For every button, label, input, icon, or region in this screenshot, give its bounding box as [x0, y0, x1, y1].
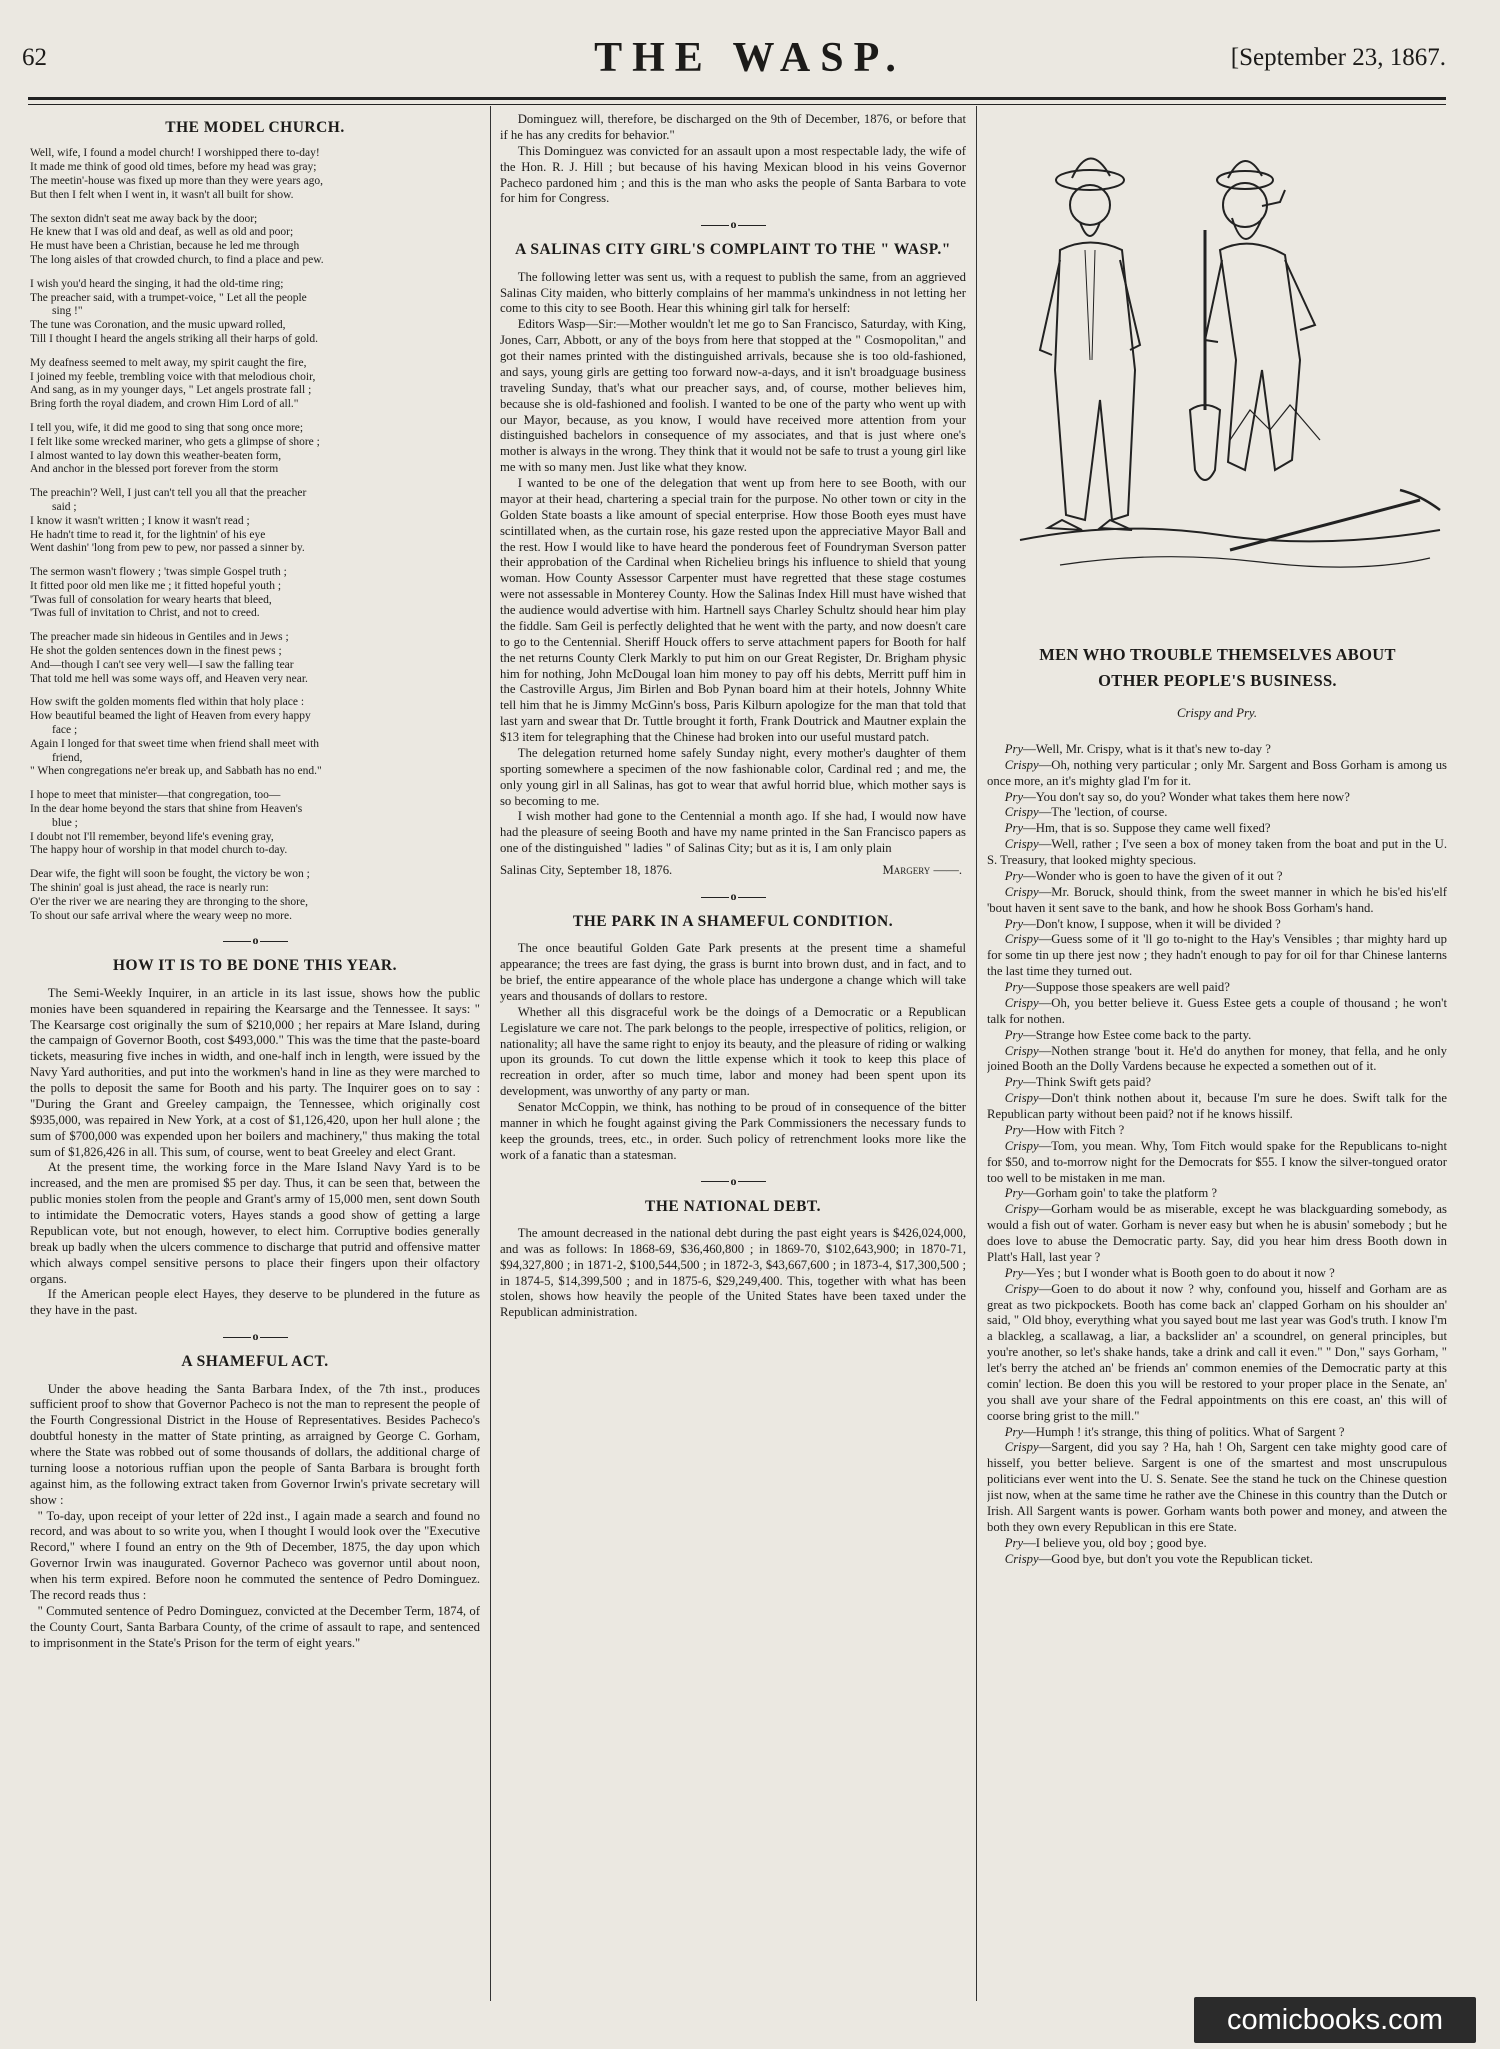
- article-quote: " To-day, upon receipt of your letter of 22d inst., I again made a search and found no record, and was about to so write you, when I thought I would look over the "Executive Record," where I found an entry on the 9th of December, 1875, the day upon which Governor Irwin was inaugurated. Governor Pacheco was governor until about noon, when his term expired. Before noon he commuted the sentence of Pedro Dominguez. The record reads thus :: [30, 1508, 480, 1602]
- poem-line: I joined my feeble, trembling voice with that melodious choir,: [30, 370, 316, 383]
- poem-line: The sermon wasn't flowery ; 'twas simple Gospel truth ;: [30, 566, 287, 579]
- poem-stanza: [30, 357, 480, 412]
- dialogue-text: —Well, Mr. Crispy, what is it that's new to-day ?: [1023, 741, 1271, 756]
- speaker-name: Crispy: [1004, 1202, 1039, 1217]
- dialogue-text: —Don't think nothen about it, because I'm sure he does. Swift talk for the Republican party without been paid? not if he knows hissilf.: [987, 1091, 1447, 1121]
- speaker-name: Pry: [1004, 1122, 1024, 1137]
- dialogue-text: —I believe you, old boy ; good bye.: [1023, 1535, 1207, 1550]
- poem-line: To shout our safe arrival where the weary weep no more.: [30, 909, 292, 922]
- dialogue-line: [987, 996, 1447, 1028]
- dialogue-text: —Mr. Boruck, should think, from the sweet manner in which he bis'ed his'elf 'bout haven it sent save to the bank, and how he shook Boss Gorham's hand.: [987, 884, 1447, 915]
- dialogue-text: —Good bye, but don't you vote the Republican ticket.: [1038, 1551, 1313, 1566]
- poem-line: And anchor in the blessed port forever from the storm: [30, 463, 279, 476]
- article-paragraph: The following letter was sent us, with a request to publish the same, from an aggrieved Salinas City maiden, who bitterly complains of her mamma's unkindness in not letting her come to this city to see Booth. Hear this whining girl talk for herself:: [500, 269, 966, 316]
- caption-line: MEN WHO TROUBLE THEMSELVES ABOUT: [1039, 645, 1396, 664]
- poem-line: Bring forth the royal diadem, and crown Him Lord of all.": [30, 398, 299, 411]
- poem-stanza: [30, 566, 480, 621]
- poem-stanza: [30, 213, 480, 268]
- poem-line: Dear wife, the fight will soon be fought, the victory be won ;: [30, 868, 310, 881]
- section-separator: o: [500, 1174, 966, 1189]
- dialogue-line: [987, 1536, 1447, 1552]
- masthead-rule-thin: [28, 104, 1446, 105]
- dialogue-text: —Strange how Estee come back to the party.: [1023, 1027, 1252, 1042]
- speaker-name: Crispy: [1004, 1043, 1039, 1058]
- article-paragraph: Editors Wasp—Sir:—Mother wouldn't let me go to San Francisco, Saturday, with King, Jones, Carr, Abbott, or any of the boys from here that stopped at the " Cosmopolitan," and got their names printed with the distinguished arrivals, because she is too old-fashioned, and says, young girls are getting too forward now-a-days, and it isn't broadguage business traveling Sunday, that's what our preacher says, and, of course, mother believes him, because she is old-fashioned and foolish. I wanted to be one of the party who went up with our Mayor, because, as you know, I would have received more attention from your distinguished bachelors in consequence of my associates, and that is just where one's mother is always in the wrong. They think that it would not be safe to trust a young girl like me with so many men. Just like what they know.: [500, 317, 966, 475]
- poem-line: 'Twas full of invitation to Christ, and not to creed.: [30, 607, 260, 620]
- heading-model-church: THE MODEL CHURCH.: [165, 119, 345, 136]
- poem-stanza: [30, 696, 480, 779]
- poem-line: face ;: [52, 724, 78, 737]
- figure-crispy: [1040, 158, 1140, 530]
- article-paragraph: The amount decreased in the national debt during the past eight years is $426,024,000, and was as follows: In 1868-69, $36,460,800 ; in 1869-70, $102,643,900; in 1870-71, $94,327,800 ; in 1871-2, $100,544,500 ; in 1872-3, $43,667,600 ; in 1873-4, $17,300,500 ; in 1874-5, $14,399,500 ; and in 1875-6, $29,249,400. This, together with what has been stolen, shows how heavily the people of the United States have been taxed under the Republican administration.: [500, 1225, 966, 1320]
- dialogue-line: [987, 1282, 1447, 1425]
- speaker-name: Crispy: [1004, 805, 1039, 820]
- dialogue-line: [987, 1028, 1447, 1044]
- poem-line: I tell you, wife, it did me good to sing that song once more;: [30, 421, 304, 434]
- cartoon-illustration: [1000, 110, 1450, 600]
- poem-line: I felt like some wrecked mariner, who gets a glimpse of shore ;: [30, 435, 320, 448]
- dialogue-text: —Goen to do about it now ? why, confound you, hisself and Gorham are as great as two pickpockets. Booth has come back an' clapped Gorham on his shoulder an' said, " Old bhoy, everything what you sayed bout me last year was God's truth. I know I'm a blackleg, a scallawag, a liar, a backslider an' a scoundrel, on general principles, but you're another, so let's shake hands, take a drink and call it even." " Don," says Gorham, " let's berry the atched an' be friends an' common enemies of the Democratic party at this comin' lection. Be doen this you will be restored to your proper place in the Senate, an' you shall ave your share of the Fedral appointments on this ere coast, an' this will of coorse bring grist to the mill.": [987, 1281, 1447, 1423]
- poem-line: The long aisles of that crowded church, to find a place and pew.: [30, 253, 324, 266]
- poem-line: blue ;: [52, 816, 78, 829]
- poem-line: Again I longed for that sweet time when friend shall meet with: [30, 737, 320, 750]
- dialogue-line: [987, 917, 1447, 933]
- poem-line: He shot the golden sentences down in the finest pews ;: [30, 645, 282, 658]
- poem-stanza: [30, 422, 480, 477]
- poem-line: But then I felt when I went in, it wasn't all built for show.: [30, 188, 294, 201]
- dialogue-text: —Hm, that is so. Suppose they came well fixed?: [1023, 821, 1271, 836]
- letter-place-date: Salinas City, September 18, 1876.: [500, 863, 673, 877]
- article-paragraph: The delegation returned home safely Sunday night, every mother's daughter of them sporting somewhere a specimen of the now fashionable color, Cardinal red ; and me, the only young girl in all Salinas, has got to wear that awful horrid blue, which mother says is so becoming to me.: [500, 745, 966, 808]
- heading-shameful-act: A SHAMEFUL ACT.: [181, 1353, 329, 1371]
- masthead-rule-thick: [28, 97, 1446, 100]
- column-left: [30, 112, 480, 1651]
- dialogue-text: —How with Fitch ?: [1023, 1122, 1125, 1137]
- letter-signature-line: [500, 863, 966, 879]
- article-paragraph: If the American people elect Hayes, they deserve to be plundered in the future as they have in the past.: [30, 1287, 480, 1318]
- speaker-name: Pry: [1004, 1535, 1024, 1550]
- letter-signature: Margery ——.: [882, 863, 962, 877]
- dialogue-text: —Gorham goin' to take the platform ?: [1023, 1186, 1218, 1201]
- poem-line: O'er the river we are nearing they are thronging to the shore,: [30, 895, 308, 908]
- dialogue-line: [987, 821, 1447, 837]
- masthead: [0, 0, 1500, 104]
- article-paragraph: Whether all this disgraceful work be the doings of a Democratic or a Republican Legislature we care not. The park belongs to the people, irrespective of politics, religion, or nationality; all have the same right to enjoy its beauty, and the pleasure of riding or walking upon its grounds. To cut down the little expense which it took to keep this place of recreation in order, after so much time, labor and money had been spent upon its development, was unworthy of any party or man.: [500, 1004, 966, 1099]
- poem-line: Till I thought I heard the angels striking all their harps of gold.: [30, 332, 318, 345]
- poem-stanza: [30, 868, 480, 923]
- dialogue-line: [987, 885, 1447, 917]
- poem-line: I hope to meet that minister—that congregation, too—: [30, 789, 281, 802]
- poem-stanza: [30, 487, 480, 556]
- dialogue-line: [987, 837, 1447, 869]
- dialogue-text: —Tom, you mean. Why, Tom Fitch would spake for the Republicans to-night for $50, and to-morrow night for the Democrats for $55. I know the silver-tongued orator too well to be mistaken in me man.: [987, 1138, 1447, 1185]
- section-separator: o: [500, 217, 966, 232]
- poem-line: How swift the golden moments fled within that holy place :: [30, 696, 305, 709]
- dialogue-text: —Yes ; but I wonder what is Booth goen to do about it now ?: [1023, 1265, 1335, 1280]
- poem-line: I wish you'd heard the singing, it had the old-time ring;: [30, 277, 284, 290]
- caption-line: OTHER PEOPLE'S BUSINESS.: [1098, 670, 1337, 690]
- poem-line: The shinin' goal is just ahead, the race is nearly run:: [30, 882, 269, 895]
- issue-date: [September 23, 1867.: [1230, 44, 1446, 71]
- page-number: 62: [22, 44, 47, 71]
- dialogue-text: —Guess some of it 'll go to-night to the Hay's Vensibles ; thar mighty hard up for some tin up there jest now ; they hadn't enough to pay for oil for thar Chinese lanterns the last time they turned out.: [987, 932, 1447, 979]
- dialogue-line: [987, 1186, 1447, 1202]
- section-separator: o: [30, 933, 480, 948]
- article-paragraph: I wanted to be one of the delegation that went up from here to see Booth, with our mayor at their head, chartering a special train for the purpose. No other town or city in the Golden State boasts a like amount of special enterprise. How those Booth eyes must have scintillated when, as the curtain rose, his gaze rested upon the appreciative Mayor Ball and the rest. How I would like to have heard the ponderous feet of Foundryman Sverson patter their approbation of the Cardinal when Richelieu brings his influence to shield that young woman. How County Assessor Carpenter must have regretted that these stage costumes were not assessable in Monterey County. How the Salinas Index Hill must have wished that the audience would advertise with him. Hartnell says Charley Schultz should hear him play the fiddle. Sam Geil is perfectly delighted that he went with the party, and now doesn't care to go to the Centennial. Sheriff Houck offers to serve attachment papers for Booth for half the net returns County Clerk Markly to put him on our Great Register, Dr. Brigham physic him for nothing, John McDougal loan him money to pay off his debts, Merritt puff him in the Castroville Argus, Jim Birlen and Bob Pynan board him at their hotels, Johnny White tell him that he is Jimmy McGinn's boss, Paris Kilburn apologize for the man that told that last yarn and swear that Dr. Tuttle brought it forth, Frank Doutrick and Mautner explain the $13 item for telegraphing that the Chinese had broken into our useful mustard patch.: [500, 476, 966, 744]
- poem-stanza: [30, 789, 480, 858]
- caption-spacer: [987, 630, 1447, 694]
- dialogue-line: [987, 1123, 1447, 1139]
- poem-line: The meetin'-house was fixed up more than they were years ago,: [30, 174, 323, 187]
- dialogue: [987, 742, 1447, 1568]
- heading-national-debt: THE NATIONAL DEBT.: [645, 1197, 821, 1215]
- poem-line: In the dear home beyond the stars that shine from Heaven's: [30, 803, 303, 816]
- speaker-name: Crispy: [1004, 1440, 1039, 1455]
- dialogue-text: —Nothen strange 'bout it. He'd do anythen for money, that fella, and he only joined Booth an the Dolly Vardens because he expected a somethen out of it.: [987, 1043, 1447, 1074]
- speaker-name: Pry: [1004, 868, 1024, 883]
- dialogue-text: —Oh, you better believe it. Guess Estee gets a couple of thousand ; he won't talk for nothen.: [987, 995, 1447, 1026]
- poem-line: He hadn't time to read it, for the lightnin' of his eye: [30, 528, 266, 541]
- dialogue-line: [987, 1139, 1447, 1187]
- article-paragraph: This Dominguez was convicted for an assault upon a most respectable lady, the wife of the Hon. R. J. Hill ; but because of his having Mexican blood in his veins Governor Pacheco pardoned him ; and this is the man who asks the people of Santa Barbara to vote for him for Congress.: [500, 143, 966, 206]
- poem-line: And sang, as in my younger days, " Let angels prostrate fall ;: [30, 384, 312, 397]
- article-paragraph: The Semi-Weekly Inquirer, in an article in its last issue, shows how the public monies have been squandered in repairing the Kearsarge and the Tennessee. It says: " The Kearsarge cost originally the sum of $210,000 ; her repairs at Mare Island, during the campaign of Governor Booth, cost $493,000." This was the time that the paste-board tickets, measuring five inches in width, and one-half inch in length, were issued by the Navy Yard authorities, and put into the workmen's hand in line as they were marched to the polls to deposit the same for Booth and his party. The Inquirer goes on to say : "During the Grant and Greeley campaign, the Tennessee, which originally cost $935,000, was repaired in New York, at a cost of $1,126,420, upon her hull alone ; the sum of $700,000 was expended upon her boilers and machinery," thus making the total sum of $1,826,426 in all. This sum, of course, went to beat Greeley and elect Grant.: [30, 985, 480, 1159]
- site-watermark: comicbooks.com: [1194, 1997, 1476, 2043]
- dialogue-text: —Think Swift gets paid?: [1023, 1075, 1152, 1090]
- poem-line: That told me hell was some ways off, and Heaven very near.: [30, 672, 308, 685]
- poem-line: Well, wife, I found a model church! I worshipped there to-day!: [30, 147, 320, 160]
- speaker-name: Pry: [1004, 980, 1024, 994]
- pickaxe-icon: [1230, 500, 1420, 550]
- heading-salinas: A SALINAS CITY GIRL'S COMPLAINT TO THE " WASP.": [515, 241, 951, 259]
- dialogue-text: —Don't know, I suppose, when it will be divided ?: [1023, 916, 1281, 931]
- poem-line: The happy hour of worship in that model church to-day.: [30, 844, 288, 857]
- speaker-name: Crispy: [1004, 837, 1039, 852]
- speaker-name: Pry: [1004, 1186, 1024, 1201]
- dialogue-text: —Wonder who is goen to have the given of it out ?: [1023, 868, 1283, 883]
- dialogue-line: [987, 805, 1447, 821]
- speaker-name: Pry: [1004, 916, 1024, 931]
- poem-line: He knew that I was old and deaf, as well as old and poor;: [30, 226, 294, 239]
- poem-line: The sexton didn't seat me away back by the door;: [30, 212, 258, 225]
- dialogue-line: [987, 1044, 1447, 1076]
- newspaper-title: THE WASP.: [594, 35, 906, 81]
- speaker-name: Crispy: [1004, 932, 1039, 947]
- speaker-name: Crispy: [1004, 757, 1039, 772]
- dialogue-text: —Well, rather ; I've seen a box of money taken from the boat and put in the U. S. Treasury, that looked mighty specious.: [987, 837, 1447, 867]
- speaker-name: Crispy: [1004, 1138, 1039, 1153]
- article-paragraph: Under the above heading the Santa Barbara Index, of the 7th inst., produces sufficient proof to show that Governor Pacheco is not the man to represent the people of the Fourth Congressional District in the House of Representatives. Besides Pacheco's doubtful honesty in the matter of State printing, as arraigned by George C. Gorham, where the State was robbed out of some thousands of dollars, the additional charge of turning loose a notorious ruffian upon the people of Santa Barbara is brought forth against him, as the following extract taken from Governor Irwin's private secretary will show :: [30, 1381, 480, 1507]
- poem-line: Went dashin' 'long from pew to pew, nor passed a sinner by.: [30, 542, 305, 555]
- dialogue-line: [987, 758, 1447, 790]
- column-middle: [500, 112, 966, 1321]
- section-separator: o: [30, 1329, 480, 1344]
- column-divider: [976, 106, 977, 2001]
- section-separator: o: [500, 889, 966, 904]
- article-quote: " Commuted sentence of Pedro Dominguez, convicted at the December Term, 1874, of the County Court, Santa Barbara County, of the crime of assault to rape, and sentenced to imprisonment in the State's Prison for the term of eight years.": [30, 1603, 480, 1650]
- cartoon-subtitle: Crispy and Pry.: [1176, 706, 1257, 720]
- article-paragraph: I wish mother had gone to the Centennial a month ago. If she had, I would now have had the pleasure of seeing Booth and have my name printed in the San Francisco papers as one of the distinguished " ladies " of Salinas City; but as it is, I am only plain: [500, 809, 966, 856]
- heading-park: THE PARK IN A SHAMEFUL CONDITION.: [572, 912, 894, 930]
- dialogue-line: [987, 1266, 1447, 1282]
- dialogue-line: [987, 869, 1447, 885]
- poem-line: I doubt not I'll remember, beyond life's evening gray,: [30, 830, 274, 843]
- figure-pry: [1205, 161, 1315, 470]
- poem-stanza: [30, 278, 480, 347]
- speaker-name: Pry: [1004, 821, 1024, 836]
- poem-line: He must have been a Christian, because he led me through: [30, 240, 300, 253]
- poem-line: And—though I can't see very well—I saw the falling tear: [30, 658, 294, 671]
- poem-line: It fitted poor old men like me ; it fitted hopeful youth ;: [30, 579, 282, 592]
- poem-line: " When congregations ne'er break up, and Sabbath has no end.": [30, 765, 322, 778]
- dialogue-text: —Oh, nothing very particular ; only Mr. Sargent and Boss Gorham is among us once more, an it's mighty glad I'm for it.: [987, 757, 1447, 788]
- column-right: [987, 630, 1447, 1567]
- speaker-name: Crispy: [1004, 1281, 1039, 1296]
- speaker-name: Pry: [1004, 1075, 1024, 1090]
- article-paragraph: At the present time, the working force in the Mare Island Navy Yard is to be increased, and the men are promised $5 per day. Thus, it can be seen that, between the public monies stolen from the people and Grant's army of 15,000 men, sent down South to intimidate the Democratic voters, Hayes stands a good show of getting a large Republican vote, but not enough, however, to elect him. Corruptive bodies generally break up badly when the ulcers commence to discharge that putrid and offensive matter which always compel sensitive persons to place their fingers upon their olfactory organs.: [30, 1160, 480, 1286]
- dialogue-line: [987, 980, 1447, 996]
- poem-line: It made me think of good old times, before my head was gray;: [30, 161, 317, 174]
- speaker-name: Pry: [1004, 1027, 1024, 1042]
- poem-line: The preacher made sin hideous in Gentiles and in Jews ;: [30, 631, 289, 644]
- poem-line: I know it wasn't written ; I know it wasn't read ;: [30, 514, 250, 527]
- poem-line: The preachin'? Well, I just can't tell you all that the preacher: [30, 487, 307, 500]
- dialogue-text: —Gorham would be as miserable, except he was blackguarding somebody, as would a fish out of water. Gorham is never easy but when he is abusin' somebody ; but he does love to abuse the Democratic party. Say, did you hear him dress Booth down in Platt's Hall, last year ?: [987, 1202, 1447, 1264]
- speaker-name: Crispy: [1004, 1091, 1039, 1106]
- poem-model-church: [30, 147, 480, 923]
- article-paragraph: Senator McCoppin, we think, has nothing to be proud of in consequence of the bitter manner in which he fought against giving the Park Commissioners the necessary funds to keep the grounds, trees, etc., in order. Such policy of retrenchment looks more like the work of a fanatic than a statesman.: [500, 1100, 966, 1162]
- dialogue-line: [987, 1202, 1447, 1266]
- poem-line: I almost wanted to lay down this weather-beaten form,: [30, 449, 282, 462]
- dialogue-text: —Suppose those speakers are well paid?: [1023, 980, 1230, 994]
- dialogue-line: [987, 932, 1447, 980]
- speaker-name: Crispy: [1004, 1551, 1039, 1566]
- poem-line: How beautiful beamed the light of Heaven from every happy: [30, 710, 311, 723]
- article-paragraph: Dominguez will, therefore, be discharged on the 9th of December, 1876, or before that if he has any credits for behavior.": [500, 112, 966, 142]
- speaker-name: Pry: [1004, 1424, 1024, 1439]
- poem-line: The tune was Coronation, and the music upward rolled,: [30, 319, 286, 332]
- dialogue-text: —Humph ! it's strange, this thing of politics. What of Sargent ?: [1023, 1424, 1345, 1439]
- dialogue-line: [987, 790, 1447, 806]
- speaker-name: Pry: [1004, 789, 1024, 804]
- dialogue-line: [987, 1440, 1447, 1535]
- speaker-name: Crispy: [1004, 884, 1039, 899]
- poem-stanza: [30, 631, 480, 686]
- dialogue-line: [987, 1075, 1447, 1091]
- speaker-name: Pry: [1004, 741, 1024, 756]
- poem-line: said ;: [52, 500, 77, 513]
- speaker-name: Pry: [1004, 1265, 1024, 1280]
- dialogue-line: [987, 1091, 1447, 1123]
- poem-line: 'Twas full of consolation for weary hearts that bleed,: [30, 593, 272, 606]
- poem-line: My deafness seemed to melt away, my spirit caught the fire,: [30, 356, 307, 369]
- dialogue-text: —Sargent, did you say ? Ha, hah ! Oh, Sargent cen take mighty good care of hisself, you better believe. Sargent is one of the smartest and most unscrupulous politicians ever went into the U. S. Senate. See the stand he tuck on the Chinese question jist now, when at the same time he rather ave the Chinese in this country than the Dutch or Irish. All Sargent wants is power. Gorham wants both power and money, and atween the both they own every Republican in this ere State.: [987, 1440, 1447, 1534]
- column-divider: [490, 106, 491, 2001]
- dialogue-text: —The 'lection, of course.: [1038, 805, 1168, 820]
- speaker-name: Crispy: [1004, 995, 1039, 1010]
- heading-this-year: HOW IT IS TO BE DONE THIS YEAR.: [113, 957, 397, 975]
- article-paragraph: The once beautiful Golden Gate Park presents at the present time a shameful appearance; the trees are fast dying, the grass is burnt into brown dust, and in fact, and to be brief, the entire appearance of the whole place has undergone a change which will take years and thousands of dollars to restore.: [500, 941, 966, 1003]
- dialogue-line: [987, 1552, 1447, 1568]
- poem-stanza: [30, 147, 480, 202]
- poem-line: sing !": [52, 305, 83, 318]
- dialogue-text: —You don't say so, do you? Wonder what takes them here now?: [1023, 789, 1350, 804]
- dialogue-line: [987, 742, 1447, 758]
- dialogue-line: [987, 1425, 1447, 1441]
- poem-line: The preacher said, with a trumpet-voice, " Let all the people: [30, 291, 307, 304]
- poem-line: friend,: [52, 751, 83, 764]
